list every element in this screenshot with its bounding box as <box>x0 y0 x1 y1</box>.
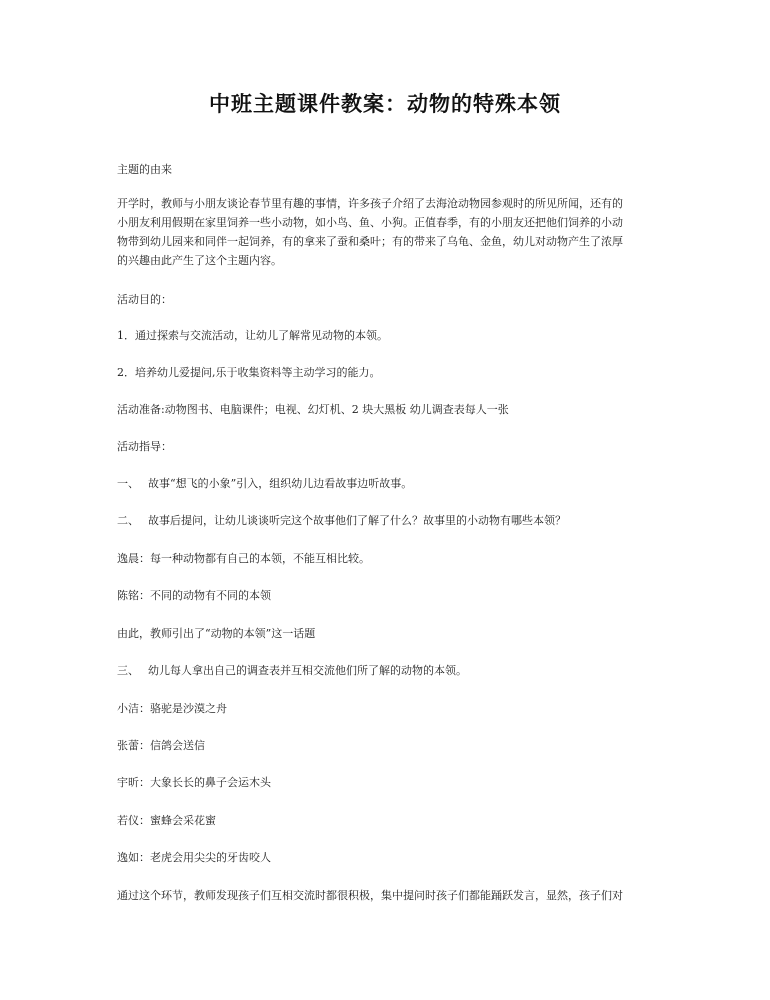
step-1 <box>117 475 657 493</box>
origin-paragraph-line-2: 小朋友利用假期在家里饲养一些小动物，如小鸟、鱼、小狗。正值春季，有的小朋友还把他们饲养的小动 <box>117 216 623 229</box>
step-1-number: 一、 <box>117 477 139 490</box>
step-3-text: 幼儿每人拿出自己的调查表并互相交流他们所了解的动物的本领。 <box>148 664 467 677</box>
goal-item-2: 2．培养幼儿爱提问,乐于收集资料等主动学习的能力。 <box>117 366 381 379</box>
step-2 <box>117 512 657 530</box>
answer-zhanglei: 张蕾：信鸽会送信 <box>117 739 205 752</box>
preparation-text: 活动准备:动物图书、电脑课件；电视、幻灯机、2 块大黑板 幼儿调查表每人一张 <box>117 403 509 416</box>
answer-yuxin: 宇昕：大象长长的鼻子会运木头 <box>117 776 271 789</box>
origin-paragraph-line-4: 的兴趣由此产生了这个主题内容。 <box>117 254 282 267</box>
closing-paragraph: 通过这个环节，教师发现孩子们互相交流时都很积极，集中提问时孩子们都能踊跃发言，显然，孩子们对 <box>117 889 623 902</box>
teacher-topic: 由此，教师引出了“动物的本领”这一话题 <box>117 627 316 640</box>
guide-heading: 活动指导： <box>117 440 172 453</box>
origin-paragraph-line-3: 物带到幼儿园来和同伴一起饲养，有的拿来了蚕和桑叶；有的带来了乌龟、金鱼，幼儿对动物产生了浓厚 <box>117 235 623 248</box>
page-title: 中班主题课件教案：动物的特殊本领 <box>209 91 561 116</box>
answer-xiaojie: 小洁：骆驼是沙漠之舟 <box>117 702 227 715</box>
answer-yiru: 逸如：老虎会用尖尖的牙齿咬人 <box>117 851 271 864</box>
step-1-text: 故事“想飞的小象”引入，组织幼儿边看故事边听故事。 <box>148 477 413 490</box>
step-3 <box>117 662 657 680</box>
step-2-number: 二、 <box>117 514 139 527</box>
answer-yichen: 逸晨：每一种动物都有自己的本领，不能互相比较。 <box>117 552 370 565</box>
origin-heading: 主题的由来 <box>117 163 172 176</box>
goal-heading: 活动目的： <box>117 293 172 306</box>
goal-item-1: 1．通过探索与交流活动，让幼儿了解常见动物的本领。 <box>117 329 388 342</box>
answer-chenming: 陈铭：不同的动物有不同的本领 <box>117 589 271 602</box>
answer-ruoyi: 若仪：蜜蜂会采花蜜 <box>117 814 216 827</box>
step-3-number: 三、 <box>117 664 139 677</box>
origin-paragraph-line-1: 开学时，教师与小朋友谈论春节里有趣的事情，许多孩子介绍了去海沧动物园参观时的所见所闻，还有的 <box>117 197 623 210</box>
step-2-text: 故事后提问，让幼儿谈谈听完这个故事他们了解了什么？故事里的小动物有哪些本领？ <box>148 514 566 527</box>
